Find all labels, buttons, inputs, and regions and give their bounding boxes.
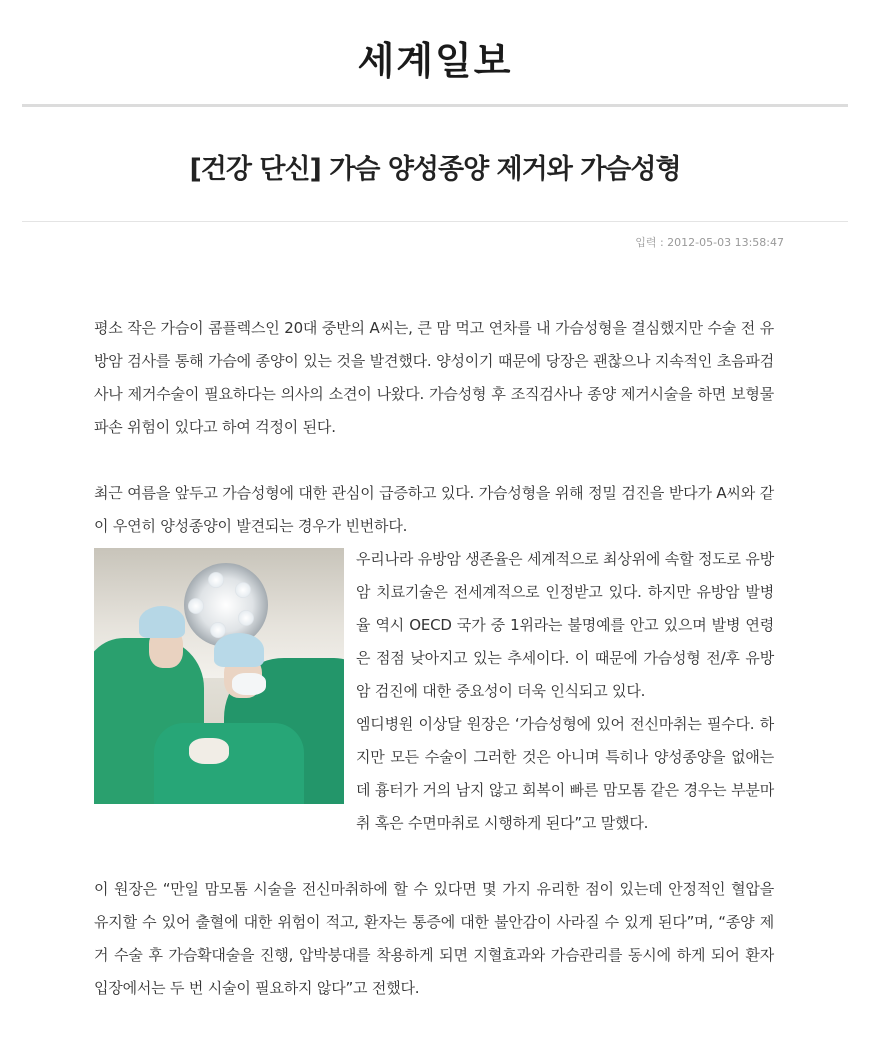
surgeon-gown [154,723,304,804]
lamp-bulb [238,610,254,626]
lamp-bulb [235,582,251,598]
surgery-photo [94,548,344,804]
lamp-bulb [188,598,204,614]
surgical-mask [232,673,266,695]
article-paragraph: 최근 여름을 앞두고 가슴성형에 대한 관심이 급증하고 있다. 가슴성형을 위해 정밀 검진을 받다가 A씨와 같이 우연히 양성종양이 발견되는 경우가 빈번하다. [94,484,774,535]
masthead [0,0,870,100]
site-logo[interactable]: 세계일보 [357,38,513,83]
article-paragraph: 엠디병원 이상달 원장은 ‘가슴성형에 있어 전신마취는 필수다. 하지만 모든 수술이 그러한 것은 아니며 특히나 양성종양을 없애는데 흉터가 거의 남지 않고 회복이 빠른 맘모톰 같은 경우는 부분마취 혹은 수면마취로 시행하게 된다”고 말했다. [356,715,774,832]
surgical-glove [189,738,229,764]
header-divider [22,104,848,107]
publish-date: 입력 : 2012-05-03 13:58:47 [635,236,784,249]
paragraph-gap [94,840,774,873]
lamp-bulb [208,572,224,588]
article-paragraph: 우리나라 유방암 생존율은 세계적으로 최상위에 속할 정도로 유방암 치료기술은 전세계적으로 인정받고 있다. 하지만 유방암 발병율 역시 OECD 국가 중 1위라는 불명예를 안고 있으며 발병 연령은 점점 낮아지고 있는 추세이다. 이 때문에 가슴성형 전/후 유방암 검진에 대한 중요성이 더욱 인식되고 있다. [356,550,774,700]
article-paragraph: 평소 작은 가슴이 콤플렉스인 20대 중반의 A씨는, 큰 맘 먹고 연차를 내 가슴성형을 결심했지만 수술 전 유방암 검사를 통해 가슴에 종양이 있는 것을 발견했다. 양성이기 때문에 당장은 괜찮으나 지속적인 초음파검사나 제거수술이 필요하다는 의사의 소견이 나왔다. 가슴성형 후 조직검사나 종양 제거시술을 하면 보형물 파손 위험이 있다고 하여 걱정이 된다. [94,319,774,436]
paragraph-gap [94,444,774,477]
surgical-cap [214,633,264,667]
article-body [94,312,774,1005]
surgical-cap [139,606,185,638]
article-headline: [건강 단신] 가슴 양성종양 제거와 가슴성형 [189,154,681,185]
article-paragraph: 이 원장은 “만일 맘모톰 시술을 전신마취하에 할 수 있다면 몇 가지 유리한 점이 있는데 안정적인 혈압을 유지할 수 있어 출혈에 대한 위험이 적고, 환자는 통증에 대한 불안감이 사라질 수 있게 된다”며, “종양 제거 수술 후 가슴확대술을 진행, 압박붕대를 착용하게 되면 지혈효과와 가슴관리를 동시에 하게 되어 환자 입장에서는 두 번 시술이 필요하지 않다”고 전했다. [94,880,774,997]
headline-divider [22,221,848,222]
